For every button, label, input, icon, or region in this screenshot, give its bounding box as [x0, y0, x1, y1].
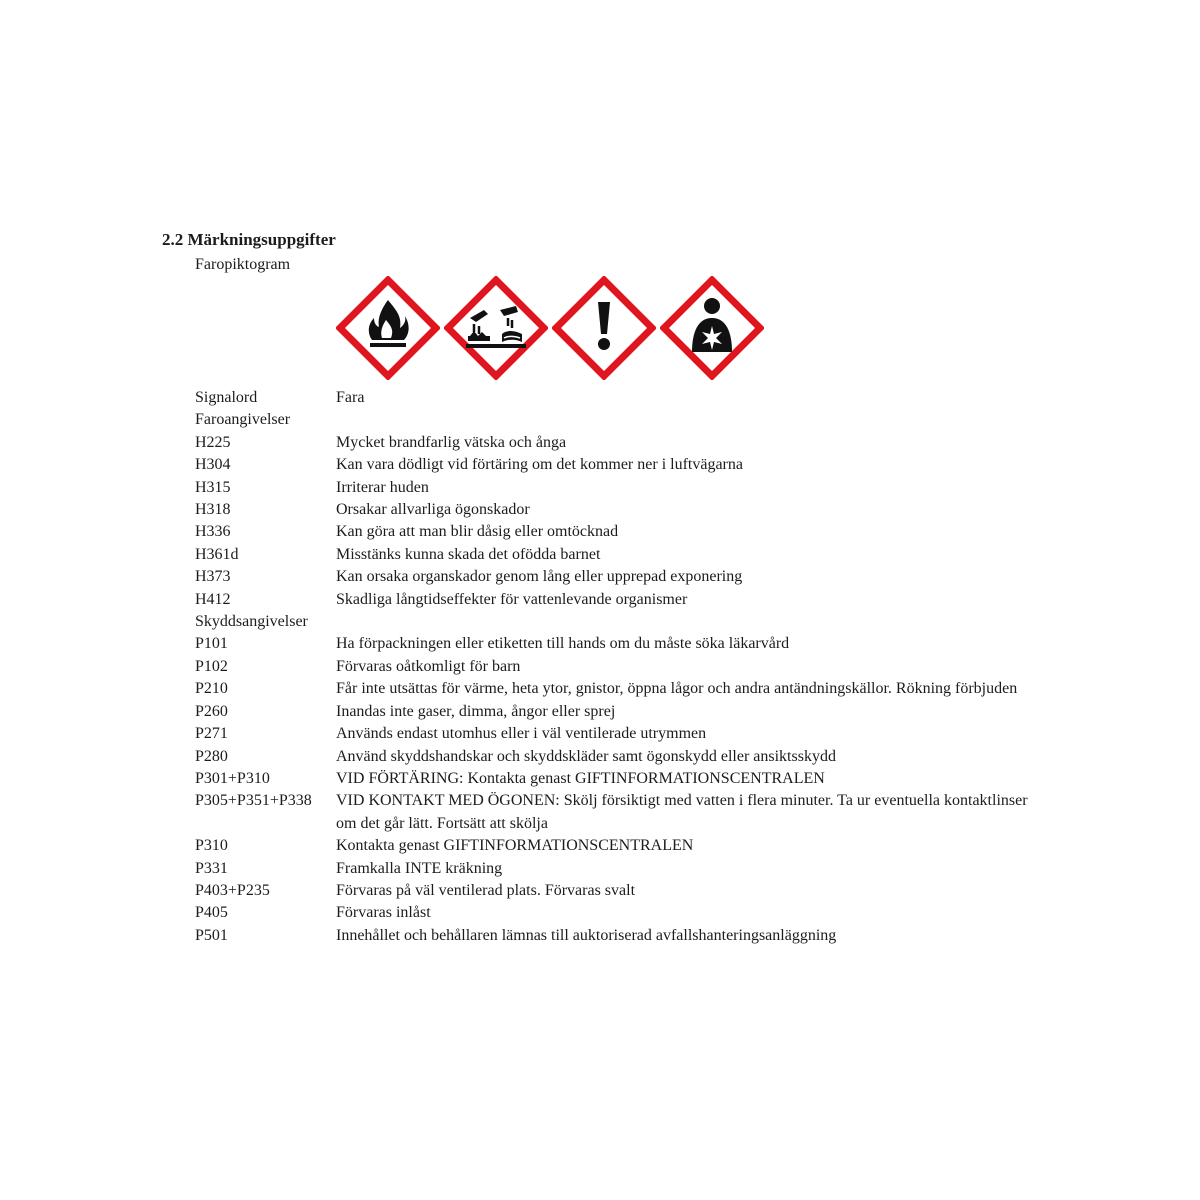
statement-code: H361d: [195, 545, 239, 563]
precautionary-statement-row: [195, 723, 1035, 745]
statement-text: Irriterar huden: [336, 478, 429, 496]
signal-word-value: Fara: [336, 389, 365, 406]
hazard-statement-row: [195, 521, 1035, 543]
statement-text: Förvaras på väl ventilerad plats. Förvaras svalt: [336, 881, 636, 899]
hazard-statement-row: [195, 499, 1035, 521]
statement-code: H304: [195, 456, 231, 474]
corrosion-icon: [444, 276, 548, 380]
precautionary-statement-row: [195, 633, 1035, 655]
hazard-statement-row: [195, 566, 1035, 588]
hazard-statements-heading: Faroangivelser: [195, 411, 291, 429]
precautionary-statement-row: [195, 925, 1035, 947]
statement-text: Använd skyddshandskar och skyddskläder samt ögonskydd eller ansiktsskydd: [336, 747, 836, 765]
statement-code: P405: [195, 904, 228, 922]
statement-code: H336: [195, 523, 231, 541]
signal-word-row: [195, 387, 1035, 409]
hazard-statement-row: [195, 432, 1035, 454]
precautionary-statements-heading: Skyddsangivelser: [195, 613, 308, 631]
statement-code: H315: [195, 478, 231, 496]
statement-code: P260: [195, 702, 228, 720]
statement-text: Förvaras inlåst: [336, 904, 431, 922]
statement-code: H225: [195, 433, 231, 451]
pictogram-label: Faropiktogram: [195, 256, 291, 273]
statement-code: P305+P351+P338: [195, 792, 312, 810]
statement-text: Får inte utsättas för värme, heta ytor, gnistor, öppna lågor och andra antändningskällor. Rökning förbjuden: [336, 680, 1018, 698]
statement-text: Kan orsaka organskador genom lång eller upprepad exponering: [336, 568, 743, 586]
hazard-statement-row: [195, 589, 1035, 611]
statement-text: Framkalla INTE kräkning: [336, 859, 503, 877]
statement-text: Förvaras oåtkomligt för barn: [336, 657, 521, 675]
statement-code: P301+P310: [195, 769, 270, 787]
statement-text: Inandas inte gaser, dimma, ångor eller sprej: [336, 702, 616, 720]
statement-code: H373: [195, 568, 231, 586]
statement-text: Misstänks kunna skada det ofödda barnet: [336, 545, 601, 563]
statement-code: P331: [195, 859, 228, 877]
statement-text: Kontakta genast GIFTINFORMATIONSCENTRALEN: [336, 837, 694, 855]
statement-code: P271: [195, 725, 228, 743]
statement-text: Innehållet och behållaren lämnas till auktoriserad avfallshanteringsanläggning: [336, 926, 837, 944]
precautionary-statement-row: [195, 678, 1035, 700]
precautionary-statement-row: [195, 880, 1035, 902]
hazard-statement-row: [195, 544, 1035, 566]
statement-code: P102: [195, 657, 228, 675]
statement-text: Skadliga långtidseffekter för vattenlevande organismer: [336, 590, 688, 608]
hazard-statements-list: [195, 432, 1035, 611]
statement-text: Mycket brandfarlig vätska och ånga: [336, 433, 567, 451]
precautionary-statement-row: [195, 746, 1035, 768]
hazard-statement-row: [195, 454, 1035, 476]
precautionary-statements-list: [195, 633, 1035, 947]
precautionary-statement-row: [195, 656, 1035, 678]
health-hazard-icon: [660, 276, 764, 380]
statement-text: Orsakar allvarliga ögonskador: [336, 501, 530, 519]
precautionary-statement-row: [195, 768, 1035, 790]
statement-code: P501: [195, 926, 228, 944]
statement-code: P280: [195, 747, 228, 765]
statement-code: P101: [195, 635, 228, 653]
statement-text: VID KONTAKT MED ÖGONEN: Skölj försiktigt med vatten i flera minuter. Ta ur eventuella kontaktlinser om det går lätt. Fortsätt att skölja: [336, 792, 1028, 832]
statement-code: P310: [195, 837, 228, 855]
statement-text: Kan vara dödligt vid förtäring om det kommer ner i luftvägarna: [336, 456, 743, 474]
label-table: [195, 387, 1035, 947]
statement-text: Ha förpackningen eller etiketten till hands om du måste söka läkarvård: [336, 635, 790, 653]
precautionary-statement-row: [195, 701, 1035, 723]
precautionary-statement-row: [195, 902, 1035, 924]
statement-code: P210: [195, 680, 228, 698]
flame-icon: [336, 276, 440, 380]
exclamation-mark-icon: [552, 276, 656, 380]
statement-code: H412: [195, 590, 231, 608]
statement-text: Kan göra att man blir dåsig eller omtöcknad: [336, 523, 619, 541]
statement-text: VID FÖRTÄRING: Kontakta genast GIFTINFORMATIONSCENTRALEN: [336, 769, 825, 787]
statement-text: Används endast utomhus eller i väl ventilerade utrymmen: [336, 725, 707, 743]
precautionary-statement-row: [195, 858, 1035, 880]
precautionary-statement-row: [195, 790, 1035, 835]
statement-code: P403+P235: [195, 881, 270, 899]
hazard-statement-row: [195, 477, 1035, 499]
section-title: 2.2 Märkningsuppgifter: [162, 230, 336, 249]
statement-code: H318: [195, 501, 231, 519]
signal-word-label: Signalord: [195, 389, 258, 406]
precautionary-statement-row: [195, 835, 1035, 857]
